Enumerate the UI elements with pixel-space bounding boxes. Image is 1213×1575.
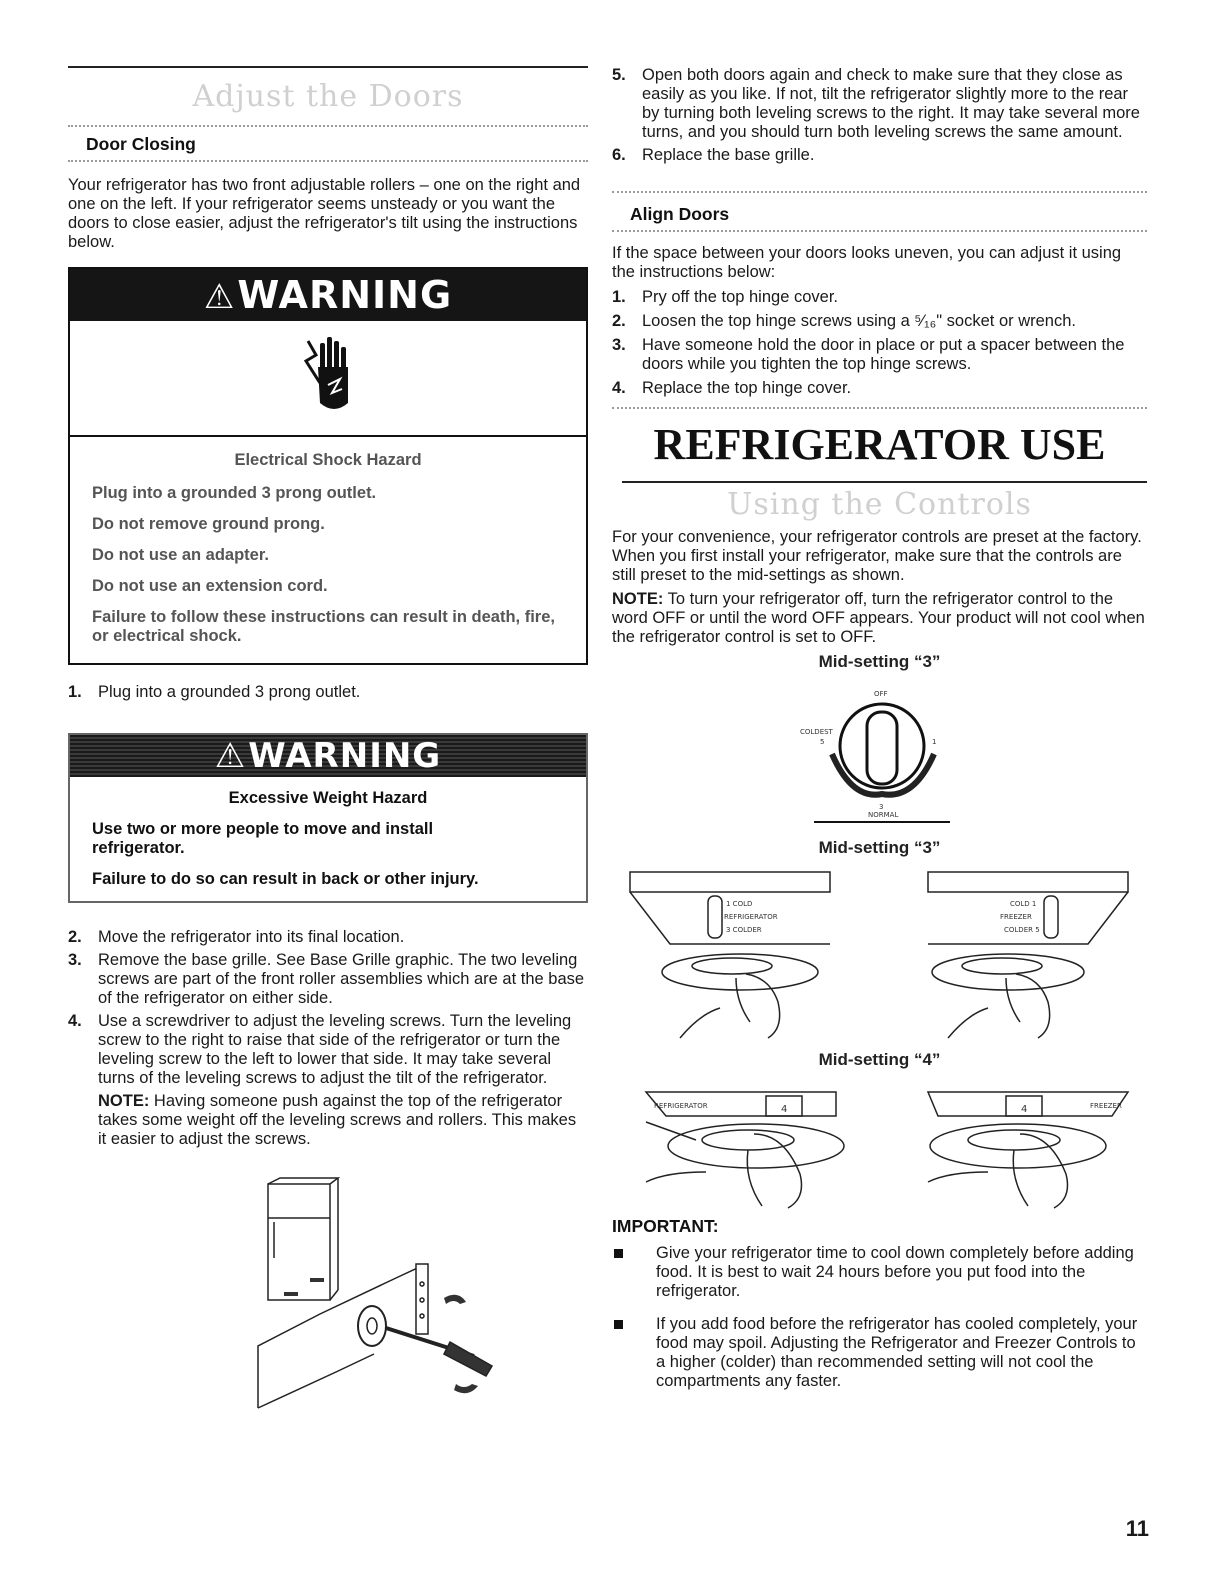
controls-note — [612, 590, 1147, 647]
step-text: Use a screwdriver to adjust the leveling screws. Turn the leveling screw to the right to raise that side of the refrigerator or turn the leveling screw to the left to lower that side. It may take several turns of the leveling screws to adjust the tilt of the refrigerator. — [98, 1011, 572, 1087]
svg-text:3 COLDER: 3 COLDER — [726, 926, 762, 934]
warning-label: WARNING — [237, 273, 453, 317]
figure-caption: Mid-setting “3” — [818, 652, 941, 671]
step-list — [612, 66, 1147, 169]
step-text: Move the refrigerator into its final location. — [98, 928, 405, 946]
controls-text: For your convenience, your refrigerator controls are preset at the factory. When you first install your refrigerator, make sure that the controls are still preset to the mid-settings as shown. — [612, 528, 1142, 584]
warning-body — [70, 777, 586, 889]
step-number: 5. — [612, 66, 626, 84]
list-item — [68, 1012, 588, 1088]
dial-knob — [832, 704, 937, 795]
page-number: 11 — [1125, 1516, 1149, 1541]
step-number: 4. — [612, 378, 626, 397]
step-text: Loosen the top hinge screws using a ⁵⁄₁₆" socket or wrench. — [642, 311, 1076, 330]
divider — [612, 191, 1147, 193]
title-rule — [622, 481, 1147, 483]
panel-label-freezer: FREEZER — [1000, 913, 1032, 921]
note-label: NOTE: — [98, 1091, 150, 1110]
panel-control-right-illustration — [918, 862, 1138, 1042]
svg-text:1 COLD: 1 COLD — [726, 900, 753, 908]
important-list — [612, 1244, 1147, 1405]
refrigerator-use-title: REFRIGERATOR USE — [653, 420, 1106, 469]
warning-line: Failure to do so can result in back or other injury. — [92, 869, 479, 888]
align-doors-heading: Align Doors — [630, 204, 730, 224]
panel-label-refrigerator: REFRIGERATOR — [724, 913, 778, 921]
list-item — [612, 1244, 1147, 1301]
dial-label-coldest: COLDEST — [800, 728, 833, 736]
step-text: Replace the top hinge cover. — [642, 378, 852, 397]
warning-triangle-icon: ⚠ — [214, 736, 247, 776]
electrical-shock-icon — [294, 333, 354, 423]
step-number: 1. — [68, 683, 82, 701]
step-text: Plug into a grounded 3 prong outlet. — [98, 683, 361, 701]
step-number: 1. — [612, 288, 626, 306]
list-item — [612, 336, 1147, 374]
warning-line: Plug into a grounded 3 prong outlet. — [92, 483, 377, 502]
weight-warning-box — [68, 733, 588, 903]
bullet-text: Give your refrigerator time to cool down completely before adding food. It is best to wait 24 hours before you put food into the refrigerator. — [656, 1244, 1134, 1300]
figure-caption: Mid-setting “4” — [818, 1050, 941, 1069]
warning-line: Do not remove ground prong. — [92, 514, 325, 533]
divider — [612, 407, 1147, 409]
figure-caption: Mid-setting “3” — [818, 838, 941, 857]
align-step-list — [612, 288, 1147, 402]
warning-label: WARNING — [248, 736, 442, 776]
align-doors-text: If the space between your doors looks uneven, you can adjust it using the instructions below: — [612, 244, 1122, 281]
warning-body — [70, 437, 586, 646]
door-closing-text: Your refrigerator has two front adjustable rollers – one on the right and one on the left. If your refrigerator seems unsteady or you want the doors to close easier, adjust the refrigerator's tilt using the instructions below. — [68, 176, 581, 251]
step-number: 2. — [68, 928, 82, 946]
step-number: 3. — [612, 335, 626, 354]
section-title-adjust-doors: Adjust the Doors — [192, 79, 464, 114]
step-text: Open both doors again and check to make sure that they close as easily as you like. If not, tilt the refrigerator slightly more to the rear by turning both leveling screws to the right. It may take several more turns, and you should turn both leveling screws the same amount. — [642, 66, 1140, 141]
note-label: NOTE: — [612, 590, 664, 608]
slider-label-freezer: FREEZER — [1090, 1102, 1122, 1110]
dial-label-off: OFF — [874, 690, 888, 698]
step-number: 4. — [68, 1011, 82, 1030]
slider-setting-value: 4 — [781, 1104, 788, 1115]
svg-text:COLDER 5: COLDER 5 — [1004, 926, 1040, 934]
control-dial-illustration — [782, 684, 982, 824]
door-closing-heading: Door Closing — [86, 134, 196, 154]
slider-control-right-illustration — [918, 1082, 1138, 1212]
step-number: 2. — [612, 311, 626, 330]
electrical-warning-box — [68, 267, 588, 665]
bullet-icon — [614, 1249, 623, 1258]
step-number: 3. — [68, 950, 82, 969]
dial-label-5: 5 — [820, 738, 825, 746]
list-item — [612, 1315, 1147, 1391]
divider — [68, 125, 588, 127]
step-text: Remove the base grille. See Base Grille graphic. The two leveling screws are part of the front roller assemblies which are at the base of the refrigerator on either side. — [98, 950, 585, 1007]
warning-line: Do not use an extension cord. — [92, 576, 328, 595]
list-item — [612, 288, 1147, 307]
slider-label-refrigerator: REFRIGERATOR — [654, 1102, 708, 1110]
warning-line: Do not use an adapter. — [92, 545, 269, 564]
list-item — [612, 379, 1147, 398]
warning-banner — [70, 269, 586, 321]
slider-setting-value: 4 — [1021, 1104, 1028, 1115]
slider-control-left-illustration — [636, 1082, 856, 1212]
step-list — [68, 683, 588, 706]
list-item — [68, 928, 588, 947]
step-text: Replace the base grille. — [642, 145, 815, 164]
important-label: IMPORTANT: — [612, 1216, 719, 1236]
panel-control-left-illustration — [620, 862, 840, 1042]
note-text: To turn your refrigerator off, turn the refrigerator control to the word OFF or until the word OFF appears. Your product will not cool when the refrigerator control is set to OFF. — [612, 590, 1145, 646]
divider — [612, 230, 1147, 232]
dial-label-3: 3 — [879, 803, 884, 811]
bullet-text: If you add food before the refrigerator has cooled completely, your food may spoil. Adjusting the Refrigerator and Freezer Controls to a higher (colder) than recommended setting will not cool the compartments any faster. — [656, 1314, 1138, 1390]
dial-label-1: 1 — [932, 738, 937, 746]
list-item — [68, 951, 588, 1008]
svg-text:COLD 1: COLD 1 — [1010, 900, 1037, 908]
list-item — [68, 683, 588, 702]
step-text: Pry off the top hinge cover. — [642, 288, 838, 306]
step-text: Have someone hold the door in place or put a spacer between the doors while you tighten the top hinge screws. — [642, 335, 1125, 373]
hazard-title: Excessive Weight Hazard — [228, 789, 428, 807]
warning-banner — [70, 735, 586, 777]
list-item — [612, 146, 1147, 165]
warning-line: Use two or more people to move and install refrigerator. — [92, 819, 434, 857]
top-rule — [68, 66, 588, 68]
note — [68, 1092, 588, 1149]
list-item — [612, 312, 1147, 331]
bullet-icon — [614, 1320, 623, 1329]
divider — [68, 160, 588, 162]
warning-triangle-icon: ⚠ — [203, 277, 236, 317]
warning-line: Failure to follow these instructions can result in death, fire, or electrical shock. — [92, 607, 555, 645]
shock-icon-area — [70, 321, 586, 437]
step-number: 6. — [612, 145, 626, 164]
step-list — [68, 928, 588, 1149]
hazard-title: Electrical Shock Hazard — [234, 451, 422, 469]
note-text: Having someone push against the top of the refrigerator takes some weight off the leveling screws and rollers. This makes it easier to adjust the screws. — [98, 1091, 577, 1148]
section-title-using-controls: Using the Controls — [727, 487, 1032, 522]
leveling-screw-illustration — [254, 1178, 514, 1418]
dial-label-normal: NORMAL — [868, 811, 899, 819]
list-item — [612, 66, 1147, 142]
